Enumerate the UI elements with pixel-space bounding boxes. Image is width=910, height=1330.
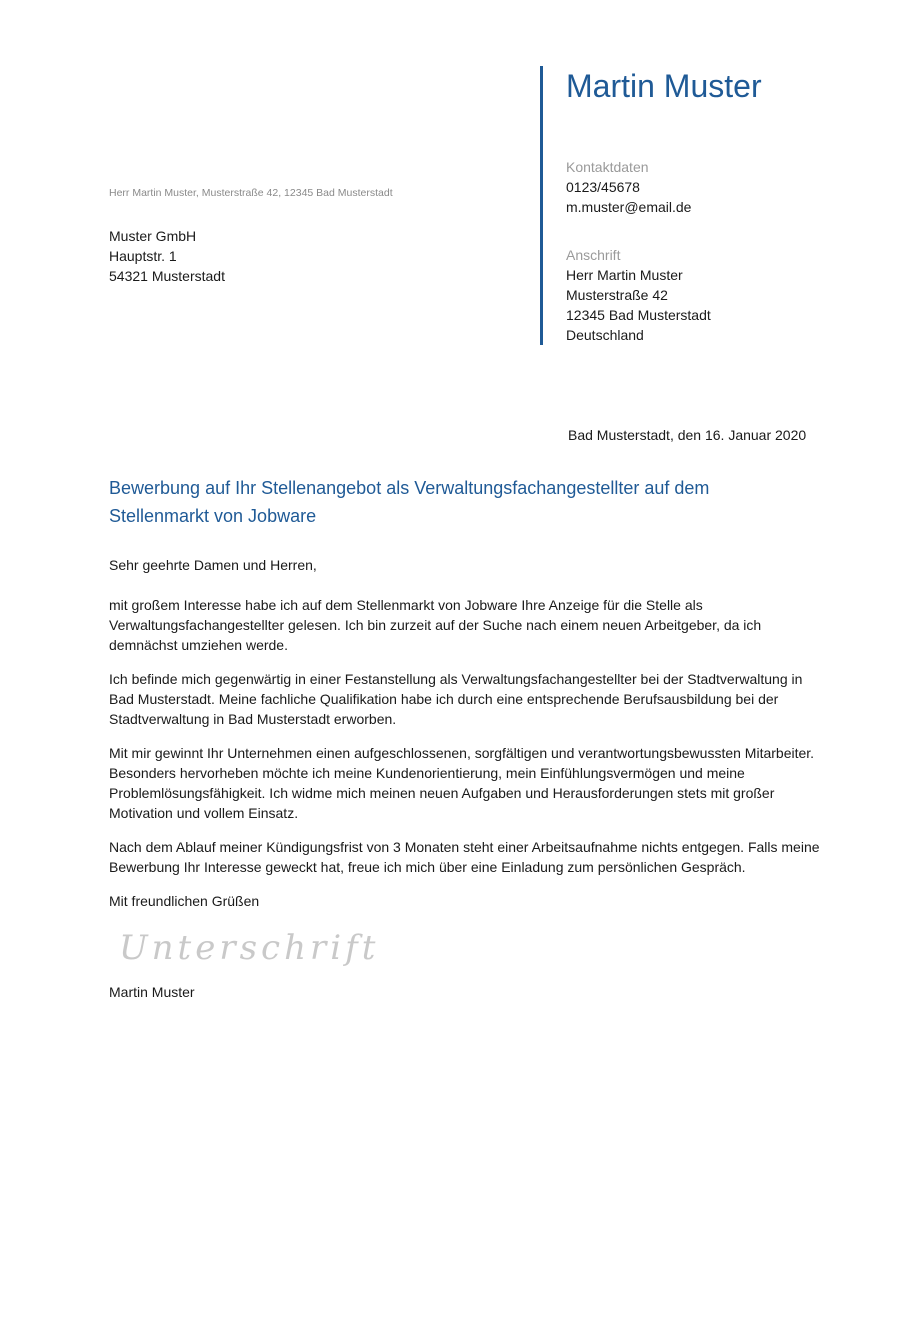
subject-line: Bewerbung auf Ihr Stellenangebot als Verwaltungsfachangestellter auf dem Stellenmarkt von Jobware (109, 478, 710, 526)
contact-details (566, 177, 691, 217)
recipient-address (109, 226, 225, 286)
applicant-name: Martin Muster (566, 68, 762, 104)
paragraph: Ich befinde mich gegenwärtig in einer Festanstellung als Verwaltungsfachangestellter bei der Stadtverwaltung in Bad Musterstadt. Meine fachliche Qualifikation habe ich durch eine entsprechende Berufsausbildung bei der Stadtverwaltung in Bad Musterstadt erworben. (109, 671, 803, 727)
paragraph: mit großem Interesse habe ich auf dem Stellenmarkt von Jobware Ihre Anzeige für die Stelle als Verwaltungsfachangestellter gelesen. Ich bin zurzeit auf der Suche nach einem neuen Arbeitgeber, da ich demnächst umziehen werde. (109, 597, 762, 653)
recipient-line: Hauptstr. 1 (109, 248, 177, 264)
address-label: Anschrift (566, 247, 621, 263)
sender-address (566, 265, 711, 345)
recipient-line: 54321 Musterstadt (109, 268, 225, 284)
recipient-line: Muster GmbH (109, 228, 197, 244)
email-address: m.muster@email.de (566, 199, 692, 215)
paragraph: Nach dem Ablauf meiner Kündigungsfrist von 3 Monaten steht einer Arbeitsaufnahme nichts entgegen. Falls meine Bewerbung Ihr Interesse geweckt hat, freue ich mich über eine Einladung zum persönlichen Gespräch. (109, 839, 820, 875)
address-line: Musterstraße 42 (566, 287, 668, 303)
sender-return-line: Herr Martin Muster, Musterstraße 42, 12345 Bad Musterstadt (109, 187, 393, 199)
paragraph: Mit mir gewinnt Ihr Unternehmen einen aufgeschlossenen, sorgfältigen und verantwortungsbewussten Mitarbeiter. Besonders hervorheben möchte ich meine Kundenorientierung, mein Einfühlungsvermögen und meine Problemlösungsfähigkeit. Ich widme mich meinen neuen Aufgaben und Herausforderungen stets mit großer Motivation und vollem Einsatz. (109, 745, 815, 821)
date-line: Bad Musterstadt, den 16. Januar 2020 (568, 427, 807, 443)
salutation: Sehr geehrte Damen und Herren, (109, 557, 317, 573)
phone-number: 0123/45678 (566, 179, 640, 195)
signer-name: Martin Muster (109, 984, 195, 1000)
contact-label: Kontaktdaten (566, 159, 649, 175)
address-line: Herr Martin Muster (566, 267, 683, 283)
header-accent-bar (540, 66, 543, 345)
signature-placeholder: Unterschrift (119, 928, 380, 968)
address-line: 12345 Bad Musterstadt (566, 307, 711, 323)
closing: Mit freundlichen Grüßen (109, 893, 260, 909)
address-line: Deutschland (566, 327, 644, 343)
